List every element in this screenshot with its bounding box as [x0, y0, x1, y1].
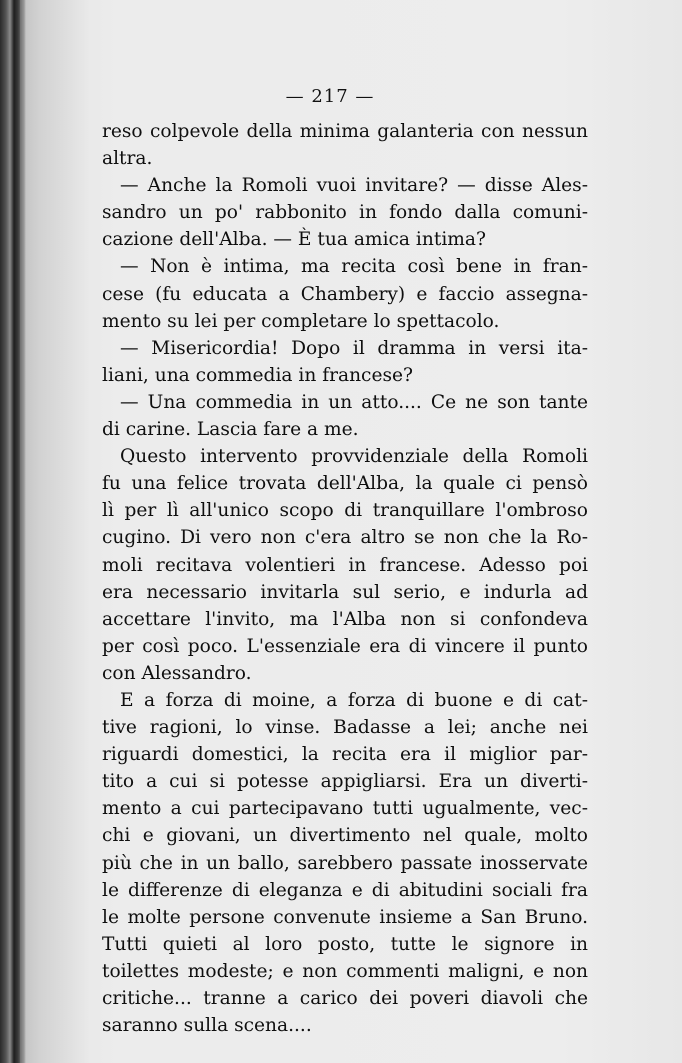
text-line: le molte persone convenute insieme a San Bruno.: [102, 906, 588, 928]
text-line: reso colpevole della minima galanteria con nessun: [102, 121, 588, 142]
text-line: — Misericordia! Dopo il dramma in versi ita-: [120, 337, 588, 359]
text-line: sandro un po' rabbonito in fondo dalla comuni-: [102, 202, 588, 224]
gutter-shadow: [20, 0, 90, 1063]
text-line: — Anche la Romoli vuoi invitare? — disse Ales-: [120, 175, 588, 197]
text-line: riguardi domestici, la recita era il miglior par-: [102, 744, 588, 766]
text-line: Questo intervento provvidenziale della Romoli: [120, 446, 588, 468]
text-line: toilettes modeste; e non commenti maligni, e non: [102, 960, 588, 982]
text-line: Tutti quieti al loro posto, tutte le signore in: [102, 933, 588, 955]
body-text: [102, 118, 588, 1039]
text-line: mento su lei per completare lo spettacolo.: [102, 310, 500, 332]
text-line: saranno sulla scena....: [102, 1015, 312, 1037]
text-line: lì per lì all'unico scopo di tranquillare l'ombroso: [102, 500, 588, 522]
text-line: E a forza di moine, a forza di buone e di cat-: [120, 689, 588, 711]
text-line: cugino. Di vero non c'era altro se non che la Ro-: [102, 527, 588, 549]
text-line: cazione dell'Alba. — È tua amica intima?: [102, 229, 486, 251]
text-line: cese (fu educata a Chambery) e faccio assegna-: [102, 283, 588, 305]
text-line: più che in un ballo, sarebbero passate inosservate: [102, 852, 588, 874]
text-line: fu una felice trovata dell'Alba, la quale ci pensò: [102, 473, 588, 495]
text-line: tive ragioni, lo vinse. Badasse a lei; anche nei: [102, 717, 588, 739]
text-line: critiche... tranne a carico dei poveri diavoli che: [102, 988, 588, 1009]
text-line: liani, una commedia in francese?: [102, 364, 413, 386]
text-line: per così poco. L'essenziale era di vincere il punto: [102, 635, 588, 657]
text-line: chi e giovani, un divertimento nel quale, molto: [102, 825, 588, 847]
text-line: accettare l'invito, ma l'Alba non si confondeva: [102, 608, 588, 630]
text-line: mento a cui partecipavano tutti ugualmente, vec-: [102, 798, 588, 820]
text-line: di carine. Lascia fare a me.: [102, 419, 359, 441]
text-line: altra.: [102, 148, 153, 170]
text-line: moli recitava volentieri in francese. Adesso poi: [102, 554, 588, 576]
text-line: le differenze di eleganza e di abitudini sociali fra: [102, 879, 588, 901]
text-line: con Alessandro.: [102, 662, 252, 684]
text-line: — Una commedia in un atto.... Ce ne son tante: [120, 391, 588, 413]
text-line: — Non è intima, ma recita così bene in fran-: [120, 256, 588, 278]
text-line: tito a cui si potesse appigliarsi. Era un diverti-: [102, 771, 588, 793]
page-number: — 217 —: [285, 86, 375, 107]
text-line: era necessario invitarla sul serio, e indurla ad: [102, 581, 588, 603]
